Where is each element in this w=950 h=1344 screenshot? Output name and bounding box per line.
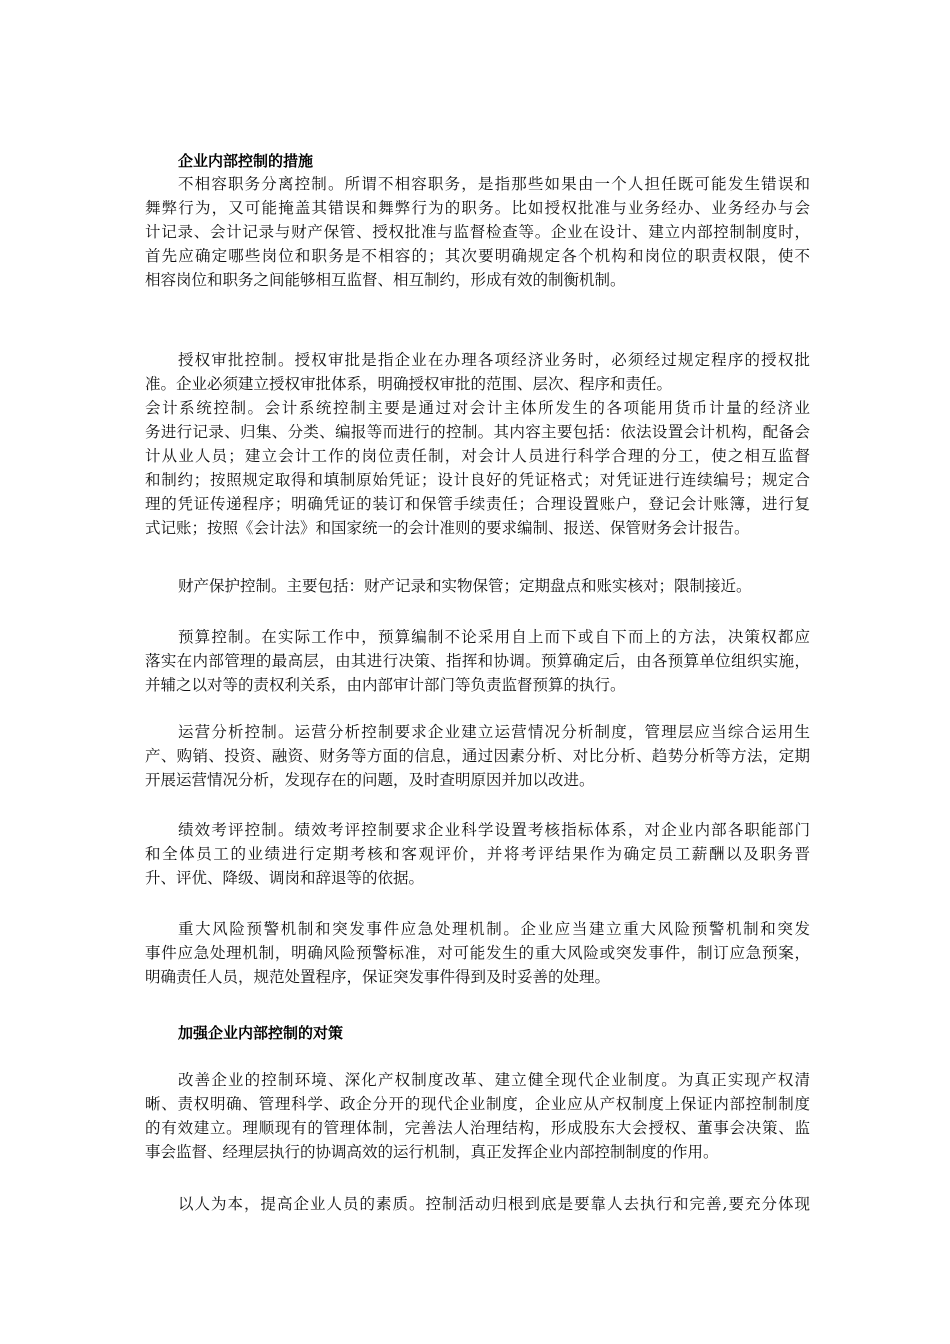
text-line: 绩效考评控制。绩效考评控制要求企业科学设置考核指标体系，对企业内部各职能部门 [178, 821, 810, 839]
text-line: 财产保护控制。主要包括：财产记录和实物保管；定期盘点和账实核对；限制接近。 [178, 577, 752, 595]
text-line: 授权审批控制。授权审批是指企业在办理各项经济业务时，必须经过规定程序的授权批 [178, 351, 810, 369]
text-line: 相容岗位和职务之间能够相互监督、相互制约，形成有效的制衡机制。 [145, 271, 626, 289]
text-line: 晰、责权明确、管理科学、政企分开的现代企业制度，企业应从产权制度上保证内部控制制度 [145, 1095, 810, 1113]
text-line: 不相容职务分离控制。所谓不相容职务，是指那些如果由一个人担任既可能发生错误和 [178, 175, 810, 193]
text-line: 运营分析控制。运营分析控制要求企业建立运营情况分析制度，管理层应当综合运用生 [178, 723, 810, 741]
text-line: 明确责任人员，规范处置程序，保证突发事件得到及时妥善的处理。 [145, 968, 611, 986]
text-line: 预算控制。在实际工作中，预算编制不论采用自上而下或自下而上的方法，决策权都应 [178, 628, 810, 646]
text-line: 计记录、会计记录与财产保管、授权批准与监督检查等。企业在设计、建立内部控制制度时， [145, 223, 810, 241]
text-line: 并辅之以对等的责权利关系，由内部审计部门等负责监督预算的执行。 [145, 676, 626, 694]
text-line: 务进行记录、归集、分类、编报等而进行的控制。其内容主要包括：依法设置会计机构，配备会 [145, 423, 810, 441]
text-line: 会计系统控制。会计系统控制主要是通过对会计主体所发生的各项能用货币计量的经济业 [145, 399, 810, 417]
section-heading-countermeasures: 加强企业内部控制的对策 [178, 1024, 344, 1042]
paragraph-performance-evaluation [145, 818, 810, 890]
text-line: 计从业人员；建立会计工作的岗位责任制，对会计人员进行科学合理的分工，使之相互监督 [145, 447, 810, 465]
paragraph-operation-analysis [145, 720, 810, 792]
paragraph-authorization-accounting [145, 348, 810, 540]
section-heading-measures: 企业内部控制的措施 [178, 152, 314, 170]
paragraph-budget-control [145, 625, 810, 697]
text-line: 以人为本，提高企业人员的素质。控制活动归根到底是要靠人去执行和完善,要充分体现 [178, 1195, 810, 1213]
text-line: 的有效建立。理顺现有的管理体制，完善法人治理结构，形成股东大会授权、董事会决策、监 [145, 1119, 810, 1137]
text-line: 首先应确定哪些岗位和职务是不相容的；其次要明确规定各个机构和岗位的职责权限，使不 [145, 247, 810, 265]
text-line: 升、评优、降级、调岗和辞退等的依据。 [145, 869, 425, 887]
text-line: 落实在内部管理的最高层，由其进行决策、指挥和协调。预算确定后，由各预算单位组织实施， [145, 652, 810, 670]
text-line: 舞弊行为，又可能掩盖其错误和舞弊行为的职务。比如授权批准与业务经办、业务经办与会 [145, 199, 810, 217]
text-line: 事会监督、经理层执行的协调高效的运行机制，真正发挥企业内部控制制度的作用。 [145, 1143, 719, 1161]
text-line: 重大风险预警机制和突发事件应急处理机制。企业应当建立重大风险预警机制和突发 [178, 920, 810, 938]
paragraph-risk-warning [145, 917, 810, 989]
text-line: 和制约；按照规定取得和填制原始凭证；设计良好的凭证格式；对凭证进行连续编号；规定合 [145, 471, 810, 489]
text-line: 改善企业的控制环境、深化产权制度改革、建立健全现代企业制度。为真正实现产权清 [178, 1071, 810, 1089]
text-line: 准。企业必须建立授权审批体系，明确授权审批的范围、层次、程序和责任。 [145, 375, 673, 393]
paragraph-control-environment [145, 1068, 810, 1164]
text-line: 理的凭证传递程序；明确凭证的装订和保管手续责任；合理设置账户，登记会计账簿，进行复 [145, 495, 810, 513]
text-line: 开展运营情况分析，发现存在的问题，及时查明原因并加以改进。 [145, 771, 595, 789]
text-line: 产、购销、投资、融资、财务等方面的信息，通过因素分析、对比分析、趋势分析等方法，定期 [145, 747, 810, 765]
paragraph-incompatible-duties [145, 172, 810, 292]
text-line: 事件应急处理机制，明确风险预警标准，对可能发生的重大风险或突发事件，制订应急预案， [145, 944, 810, 962]
text-line: 式记账；按照《会计法》和国家统一的会计准则的要求编制、报送、保管财务会计报告。 [145, 519, 750, 537]
paragraph-people-oriented [145, 1192, 810, 1216]
text-line: 和全体员工的业绩进行定期考核和客观评价，并将考评结果作为确定员工薪酬以及职务晋 [145, 845, 810, 863]
paragraph-property-protection [145, 574, 810, 598]
